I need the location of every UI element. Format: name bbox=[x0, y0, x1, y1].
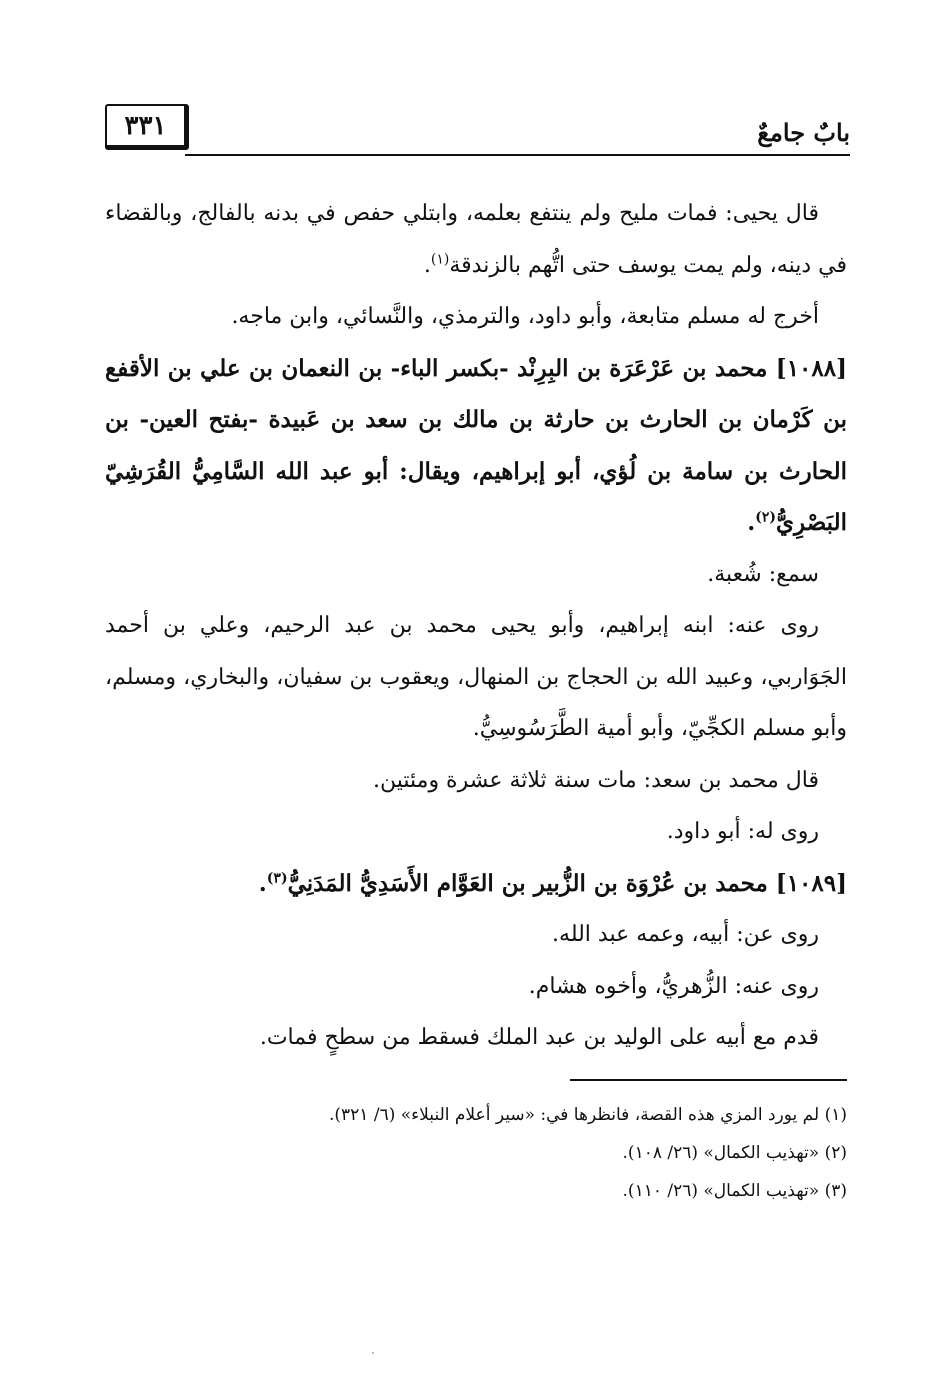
paragraph-text: قال محمد بن سعد: مات سنة ثلاثة عشرة ومئتين. bbox=[373, 767, 819, 793]
paragraph bbox=[105, 806, 847, 858]
footnote-ref: (٢) bbox=[755, 509, 777, 526]
paragraph bbox=[105, 755, 847, 807]
paragraph bbox=[105, 549, 847, 601]
biography-entry-heading bbox=[105, 343, 847, 549]
page-header bbox=[105, 96, 850, 160]
paragraph bbox=[105, 188, 847, 291]
footnote: (١) لم يورد المزي هذه القصة، فانظرها في: «سير أعلام النبلاء» (٦/ ٣٢١). bbox=[329, 1105, 847, 1125]
paragraph-text: روى له: أبو داود. bbox=[666, 819, 819, 844]
paragraph-text: قال يحيى: فمات مليح ولم ينتفع بعلمه، وابتلي حفص في بدنه بالفالج، وبالقضاء في دينه، ولم يمت يوسف حتى اتُّهم بالزندقة bbox=[105, 201, 847, 278]
paragraph bbox=[105, 909, 847, 961]
biography-entry-heading bbox=[105, 858, 847, 910]
paragraph bbox=[105, 600, 847, 755]
footnote-ref: (٣) bbox=[266, 869, 288, 886]
entry-heading-text: [١٠٨٨] محمد بن عَرْعَرَة بن البِرِنْد -بكسر الباء- بن النعمان بن علي بن الأقفع بن كَرْمان بن الحارث بن حارثة بن مالك بن سعد بن عَبيدة -بفتح العين- بن الحارث بن سامة بن لُؤي، أبو إبراهيم، ويقال: أبو عبد الله السَّامِيُّ القُرَشِيّ البَصْرِيُّ bbox=[105, 354, 847, 536]
header-rule bbox=[185, 154, 850, 156]
main-text bbox=[105, 188, 847, 1064]
page-number: ٣٣١ bbox=[105, 104, 189, 150]
paragraph-text: روى عنه: ابنه إبراهيم، وأبو يحيى محمد بن عبد الرحيم، وعلي بن أحمد الجَوَاربي، وعبيد الله بن الحجاج بن المنهال، ويعقوب بن سفيان، والبخاري، ومسلم، وأبو مسلم الكجِّيّ، وأبو أمية الطَّرَسُوسِيُّ. bbox=[105, 613, 847, 741]
entry-heading-text: [١٠٨٩] محمد بن عُرْوَة بن الزُّبير بن العَوَّام الأَسَدِيُّ المَدَنِيُّ bbox=[287, 869, 847, 897]
punctuation: . bbox=[423, 252, 431, 278]
footnote: (٢) «تهذيب الكمال» (٢٦/ ١٠٨). bbox=[622, 1143, 847, 1163]
footnote-ref: (١) bbox=[430, 251, 450, 268]
paragraph-text: روى عنه: الزُّهريُّ، وأخوه هشام. bbox=[528, 973, 819, 999]
paragraph bbox=[105, 1012, 847, 1064]
paragraph-text: أخرج له مسلم متابعة، وأبو داود، والترمذي، والنَّسائي، وابن ماجه. bbox=[231, 304, 819, 329]
paragraph bbox=[105, 291, 847, 343]
footnote: (٣) «تهذيب الكمال» (٢٦/ ١١٠). bbox=[622, 1181, 847, 1201]
scan-speck bbox=[372, 1352, 374, 1354]
paragraph bbox=[105, 961, 847, 1013]
footnotes bbox=[105, 1096, 847, 1210]
paragraph-text: قدم مع أبيه على الوليد بن عبد الملك فسقط من سطحٍ فمات. bbox=[259, 1025, 819, 1050]
chapter-title: بابٌ جامعٌ bbox=[757, 118, 850, 147]
paragraph-text: سمع: شُعبة. bbox=[707, 561, 819, 587]
punctuation: . bbox=[747, 509, 756, 536]
footnote-separator bbox=[570, 1079, 847, 1081]
paragraph-text: روى عن: أبيه، وعمه عبد الله. bbox=[552, 922, 819, 947]
punctuation: . bbox=[258, 869, 267, 897]
